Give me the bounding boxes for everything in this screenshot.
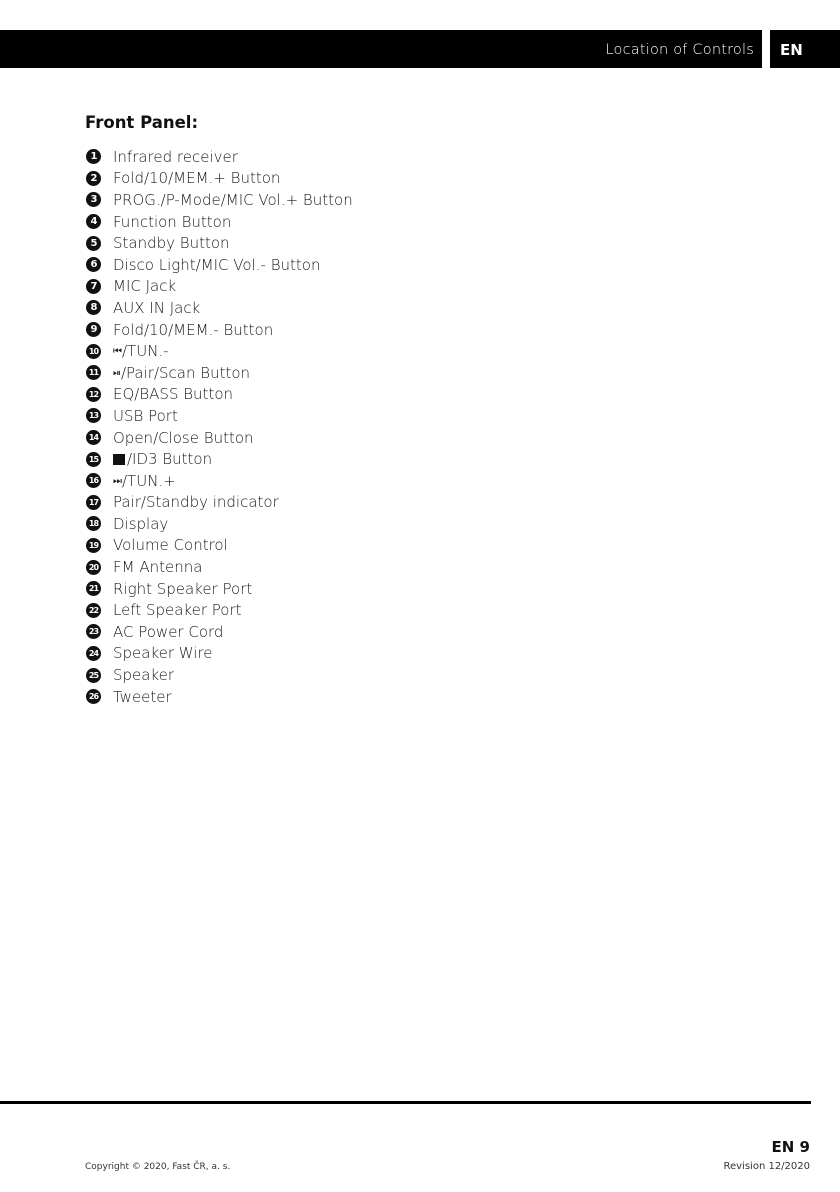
item-label: [113, 666, 174, 684]
item-label-text: Infrared receiver: [113, 147, 238, 166]
item-number-badge: 11: [86, 365, 101, 380]
list-item: [86, 319, 353, 341]
list-item: [86, 535, 353, 557]
item-label: [113, 558, 202, 576]
item-label: [113, 385, 233, 403]
item-label: [113, 515, 168, 533]
item-label-text: EQ/BASS Button: [113, 385, 234, 404]
item-label: [113, 213, 231, 231]
item-label-text: FM Antenna: [113, 558, 203, 577]
language-label: EN: [780, 41, 803, 59]
item-label-text: Tweeter: [113, 687, 172, 706]
item-label: [113, 623, 223, 641]
next-track-icon: ⏭: [113, 475, 121, 487]
revision-label: Revision 12/2020: [723, 1161, 810, 1172]
item-number-badge: 4: [86, 214, 101, 229]
item-label: [113, 299, 200, 317]
item-number-badge: 5: [86, 236, 101, 251]
item-number-badge: 21: [86, 581, 101, 596]
item-number-badge: 10: [86, 344, 101, 359]
item-label: [113, 450, 212, 468]
item-label-text: AC Power Cord: [113, 622, 224, 641]
list-item: [86, 664, 353, 686]
item-number-badge: 18: [86, 516, 101, 531]
item-label-text: Left Speaker Port: [113, 601, 242, 620]
item-label-text: Volume Control: [113, 536, 228, 555]
list-item: [86, 254, 353, 276]
item-label-text: Fold/10/MEM.+ Button: [113, 169, 281, 188]
list-item: [86, 362, 353, 384]
controls-list: [86, 146, 353, 707]
item-label-text: MIC Jack: [113, 277, 177, 296]
list-item: [86, 211, 353, 233]
item-number-badge: 6: [86, 257, 101, 272]
language-tab: [770, 30, 840, 68]
item-label-text: /Pair/Scan Button: [121, 363, 251, 382]
item-number-badge: 8: [86, 300, 101, 315]
item-label: [113, 191, 353, 209]
item-label-text: Function Button: [113, 212, 232, 231]
item-label: [113, 493, 279, 511]
previous-track-icon: ⏮: [113, 346, 121, 358]
copyright-notice: Copyright © 2020, Fast ČR, a. s.: [85, 1162, 231, 1172]
header-bar: [0, 30, 762, 68]
list-item: [86, 599, 353, 621]
item-label: [113, 688, 172, 706]
item-label: [113, 601, 242, 619]
list-item: [86, 513, 353, 535]
item-label: [113, 148, 238, 166]
item-label-text: PROG./P-Mode/MIC Vol.+ Button: [113, 190, 353, 209]
item-number-badge: 7: [86, 279, 101, 294]
list-item: [86, 578, 353, 600]
item-number-badge: 23: [86, 624, 101, 639]
list-item: [86, 297, 353, 319]
item-number-badge: 26: [86, 689, 101, 704]
item-number-badge: 25: [86, 668, 101, 683]
play-pause-icon: ⏯: [113, 367, 120, 379]
item-label: [113, 256, 320, 274]
section-heading: Front Panel:: [85, 113, 199, 132]
item-label-text: /TUN.-: [122, 342, 169, 361]
item-label-text: Open/Close Button: [113, 428, 254, 447]
item-label-text: Right Speaker Port: [113, 579, 253, 598]
item-number-badge: 22: [86, 603, 101, 618]
item-number-badge: 15: [86, 452, 101, 467]
item-label: [113, 644, 213, 662]
list-item: [86, 384, 353, 406]
item-number-badge: 14: [86, 430, 101, 445]
list-item: [86, 643, 353, 665]
item-label: [113, 321, 273, 339]
item-label-text: Speaker Wire: [113, 644, 213, 663]
item-label: [113, 277, 176, 295]
list-item: [86, 621, 353, 643]
item-label: [113, 580, 252, 598]
item-label: [113, 364, 250, 382]
item-label: [113, 407, 178, 425]
item-label: [113, 472, 176, 490]
item-number-badge: 12: [86, 387, 101, 402]
list-item: [86, 686, 353, 708]
item-number-badge: 2: [86, 171, 101, 186]
item-label-text: /TUN.+: [122, 471, 176, 490]
item-number-badge: 17: [86, 495, 101, 510]
item-label-text: /ID3 Button: [127, 450, 213, 469]
item-number-badge: 3: [86, 192, 101, 207]
item-label-text: Speaker: [113, 666, 175, 685]
list-item: [86, 276, 353, 298]
list-item: [86, 492, 353, 514]
item-label-text: Disco Light/MIC Vol.- Button: [113, 255, 321, 274]
item-label-text: AUX IN Jack: [113, 298, 201, 317]
item-label: [113, 429, 254, 447]
page-section-title: Location of Controls: [605, 42, 754, 58]
list-item: [86, 470, 353, 492]
list-item: [86, 232, 353, 254]
list-item: [86, 168, 353, 190]
list-item: [86, 448, 353, 470]
item-label: [113, 169, 280, 187]
item-label-text: Fold/10/MEM.- Button: [113, 320, 274, 339]
list-item: [86, 189, 353, 211]
item-label-text: Display: [113, 514, 169, 533]
item-label-text: Pair/Standby indicator: [113, 493, 279, 512]
list-item: [86, 556, 353, 578]
stop-icon: [113, 454, 125, 465]
page-number: EN 9: [771, 1138, 810, 1156]
footer-divider: [0, 1101, 811, 1104]
item-number-badge: 1: [86, 149, 101, 164]
item-label-text: USB Port: [113, 406, 178, 425]
list-item: [86, 340, 353, 362]
item-number-badge: 19: [86, 538, 101, 553]
list-item: [86, 146, 353, 168]
list-item: [86, 427, 353, 449]
item-label: [113, 234, 230, 252]
item-label-text: Standby Button: [113, 234, 230, 253]
item-number-badge: 13: [86, 408, 101, 423]
item-number-badge: 16: [86, 473, 101, 488]
item-label: [113, 536, 228, 554]
list-item: [86, 405, 353, 427]
item-number-badge: 20: [86, 560, 101, 575]
item-number-badge: 9: [86, 322, 101, 337]
item-label: [113, 342, 169, 360]
item-number-badge: 24: [86, 646, 101, 661]
